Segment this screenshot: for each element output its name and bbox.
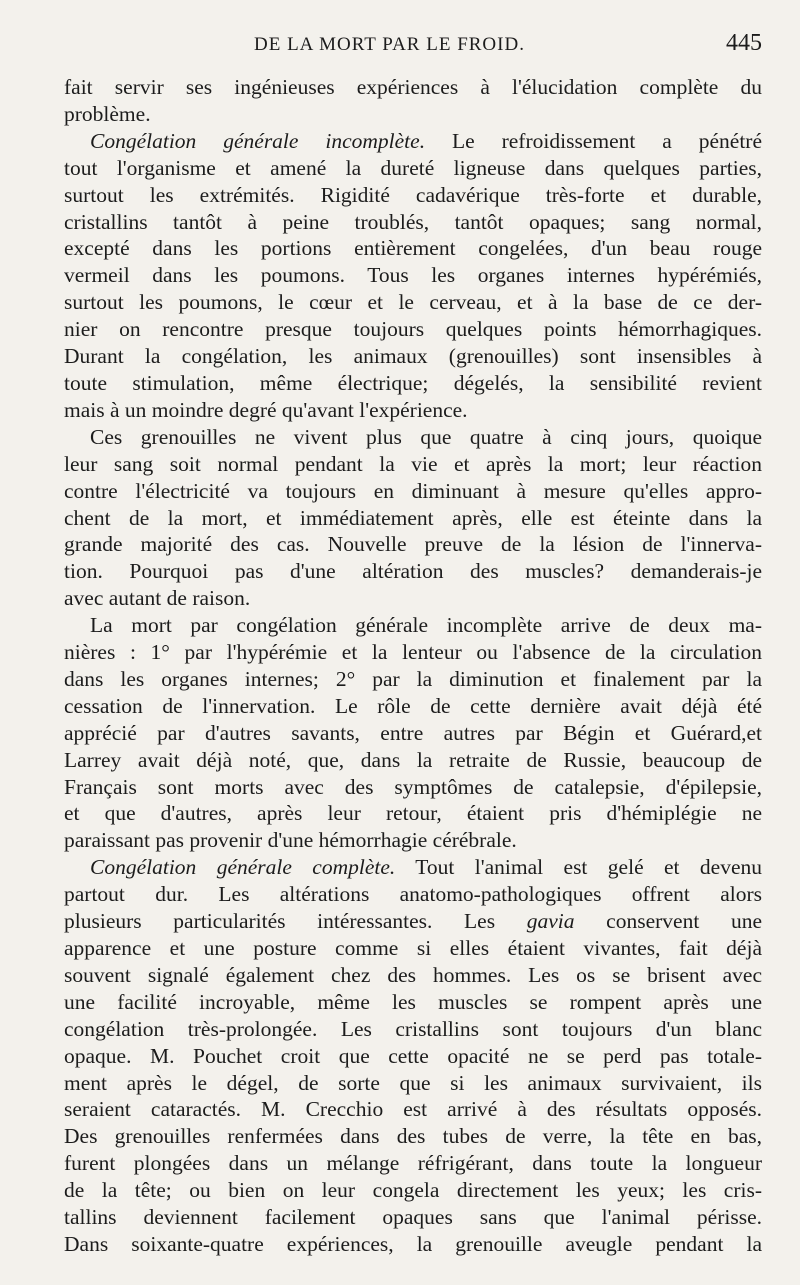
italic-term: gavia bbox=[526, 909, 575, 934]
text-line: Français sont morts avec des symptômes de catalepsie, d'épilepsie, bbox=[64, 774, 762, 799]
text-line: Larrey avait déjà noté, que, dans la retraite de Russie, beaucoup de bbox=[64, 747, 762, 772]
text-line: paraissant pas provenir d'une hémorrhagie cérébrale. bbox=[64, 828, 517, 853]
text-line: Congélation générale complète. Tout l'animal est gelé et devenu bbox=[90, 855, 762, 880]
text-line: problème. bbox=[64, 101, 151, 126]
text-line: une facilité incroyable, même les muscles se rompent après une bbox=[64, 989, 762, 1014]
text-line: partout dur. Les altérations anatomo-pathologiques offrent alors bbox=[64, 882, 762, 907]
text-line: opaque. M. Pouchet croit que cette opacité ne se perd pas totale- bbox=[64, 1043, 762, 1068]
text-line: surtout les poumons, le cœur et le cerveau, et à la base de ce der- bbox=[64, 290, 762, 315]
text-line: furent plongées dans un mélange réfrigérant, dans toute la longueur bbox=[64, 1151, 762, 1176]
text-line: et que d'autres, après leur retour, étaient pris d'hémiplégie ne bbox=[64, 801, 762, 826]
text-line: Ces grenouilles ne vivent plus que quatre à cinq jours, quoique bbox=[90, 424, 762, 449]
text-line: tion. Pourquoi pas d'une altération des muscles? demanderais-je bbox=[64, 559, 762, 584]
text-line: nier on rencontre presque toujours quelques points hémorrhagiques. bbox=[64, 317, 762, 342]
text-line: apparence et une posture comme si elles étaient vivantes, fait déjà bbox=[64, 936, 762, 960]
text-line: cristallins tantôt à peine troublés, tantôt opaques; sang normal, bbox=[64, 209, 762, 234]
text-line: Des grenouilles renfermées dans des tubes de verre, la tête en bas, bbox=[64, 1124, 762, 1149]
section-heading: Congélation générale incomplète. bbox=[90, 128, 426, 153]
text-line: vermeil dans les poumons. Tous les organes internes hypérémiés, bbox=[64, 263, 762, 288]
text-line: tout l'organisme et amené la dureté ligneuse dans quelques parties, bbox=[64, 155, 762, 180]
text-line: mais à un moindre degré qu'avant l'expérience. bbox=[64, 397, 468, 422]
page-number: 445 bbox=[726, 30, 762, 56]
body-text bbox=[64, 74, 762, 1258]
text-line: chent de la mort, et immédiatement après, elle est éteinte dans la bbox=[64, 505, 762, 530]
text-line: plusieurs particularités intéressantes. Les gavia conservent une bbox=[64, 909, 762, 934]
text-line: congélation très-prolongée. Les cristallins sont toujours d'un blanc bbox=[64, 1016, 762, 1041]
text-line: excepté dans les portions entièrement congelées, d'un beau rouge bbox=[64, 236, 762, 261]
text-line: Dans soixante-quatre expériences, la grenouille aveugle pendant la bbox=[64, 1231, 762, 1256]
text-line: contre l'électricité va toujours en diminuant à mesure qu'elles appro- bbox=[64, 478, 762, 503]
text-line: dans les organes internes; 2° par la diminution et finalement par la bbox=[64, 666, 762, 691]
text-line: La mort par congélation générale incomplète arrive de deux ma- bbox=[90, 613, 762, 638]
text-line: de la tête; ou bien on leur congela directement les yeux; les cris- bbox=[64, 1178, 762, 1203]
text-line: seraient cataractés. M. Crecchio est arrivé à des résultats opposés. bbox=[64, 1097, 762, 1122]
text-line: fait servir ses ingénieuses expériences à l'élucidation complète du bbox=[64, 75, 762, 99]
section-heading: Congélation générale complète. bbox=[90, 855, 396, 880]
text-line: nières : 1° par l'hypérémie et la lenteur ou l'absence de la circulation bbox=[64, 640, 762, 665]
text-line: toute stimulation, même électrique; dégelés, la sensibilité revient bbox=[64, 370, 762, 395]
text-line: leur sang soit normal pendant la vie et après la mort; leur réaction bbox=[64, 451, 762, 476]
text-line: grande majorité des cas. Nouvelle preuve de la lésion de l'innerva- bbox=[64, 532, 762, 557]
text-line: ment après le dégel, de sorte que si les animaux survivaient, ils bbox=[64, 1070, 762, 1095]
text-line: avec autant de raison. bbox=[64, 586, 251, 611]
page-header bbox=[64, 30, 762, 74]
text-line: apprécié par d'autres savants, entre autres par Bégin et Guérard,et bbox=[64, 720, 762, 745]
running-title: DE LA MORT PAR LE FROID. bbox=[254, 34, 525, 55]
text-line: souvent signalé également chez des hommes. Les os se brisent avec bbox=[64, 962, 762, 987]
text-line: cessation de l'innervation. Le rôle de cette dernière avait déjà été bbox=[64, 693, 762, 718]
text-line: Congélation générale incomplète. Le refroidissement a pénétré bbox=[90, 128, 762, 153]
text-line: surtout les extrémités. Rigidité cadavérique très-forte et durable, bbox=[64, 182, 762, 207]
text-line: tallins deviennent facilement opaques sans que l'animal périsse. bbox=[64, 1205, 762, 1230]
text-line: Durant la congélation, les animaux (grenouilles) sont insensibles à bbox=[64, 344, 762, 369]
